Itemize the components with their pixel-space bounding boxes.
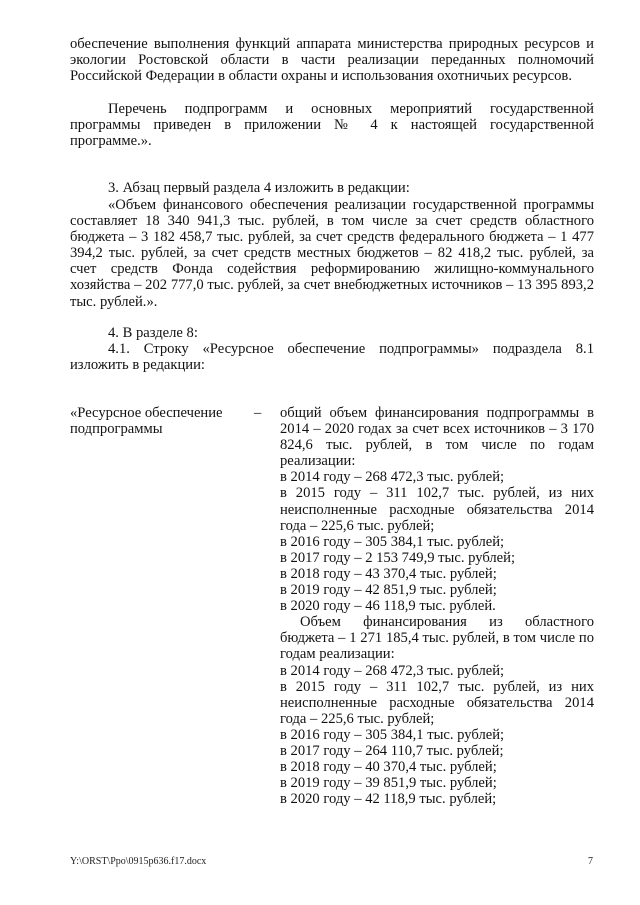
resource-line: Объем финансирования из областного бюджета – 1 271 185,4 тыс. рублей, в том числе по годам реализации: [280,614,594,663]
dash-separator: – [254,405,262,421]
resource-line: в 2019 году – 39 851,9 тыс. рублей; [280,775,497,792]
resource-line: в 2019 году – 42 851,9 тыс. рублей; [280,582,497,599]
resource-line: в 2015 году – 311 102,7 тыс. рублей, из них неисполненные расходные обязательства 2014 года – 225,6 тыс. рублей; [280,678,594,727]
resource-line: в 2017 году – 2 153 749,9 тыс. рублей; [280,549,516,566]
paragraph-item-4-1: 4.1. Строку «Ресурсное обеспечение подпрограммы» подраздела 8.1 изложить в редакции: [70,341,594,374]
resource-line: в 2015 году – 311 102,7 тыс. рублей, из них неисполненные расходные обязательства 2014 года – 225,6 тыс. рублей; [280,485,594,534]
resource-details [280,405,594,807]
resource-line: в 2014 году – 268 472,3 тыс. рублей; [280,662,505,679]
page-number: 7 [588,856,593,867]
paragraph-functions: обеспечение выполнения функций аппарата министерства природных ресурсов и экологии Ростовской области в части реализации переданных полномочий Российской Федерации в области охраны и использования охотничьих ресурсов. [70,36,594,85]
resource-line: в 2020 году – 42 118,9 тыс. рублей; [280,791,497,808]
paragraph-financing: «Объем финансового обеспечения реализации государственной программы составляет 18 340 941,3 тыс. рублей, в том числе за счет средств областного бюджета – 3 182 458,7 тыс. рублей, за счет средств федерального бюджета – 1 477 394,2 тыс. рублей, за счет средств местных бюджетов – 82 418,2 тыс. рублей, за счет средств Фонда содействия реформированию жилищно-коммунального хозяйства – 202 777,0 тыс. рублей, за счет внебюджетных источников – 13 395 893,2 тыс. рублей.». [70,197,594,310]
paragraph-item-3: 3. Абзац первый раздела 4 изложить в редакции: [108,180,410,196]
resource-line: в 2018 году – 40 370,4 тыс. рублей; [280,759,497,776]
paragraph-item-4: 4. В разделе 8: [108,325,198,341]
resource-line: в 2020 году – 46 118,9 тыс. рублей. [280,598,496,615]
resource-line: в 2017 году – 264 110,7 тыс. рублей; [280,742,504,759]
paragraph-subprogram-list: Перечень подпрограмм и основных мероприятий государственной программы приведен в приложении № 4 к настоящей государственной программе.». [70,101,594,150]
resource-line: в 2016 году – 305 384,1 тыс. рублей; [280,726,505,743]
resource-line: в 2014 году – 268 472,3 тыс. рублей; [280,469,505,486]
resource-line: в 2016 году – 305 384,1 тыс. рублей; [280,533,505,550]
resource-label: «Ресурсное обеспечение подпрограммы [70,405,223,438]
resource-line: общий объем финансирования подпрограммы в 2014 – 2020 годах за счет всех источников – 3 170 824,6 тыс. рублей, в том числе по годам реализации: [280,405,594,470]
footer-file-path: Y:\ORST\Ppo\0915p636.f17.docx [70,856,207,867]
resource-line: в 2018 году – 43 370,4 тыс. рублей; [280,565,497,582]
